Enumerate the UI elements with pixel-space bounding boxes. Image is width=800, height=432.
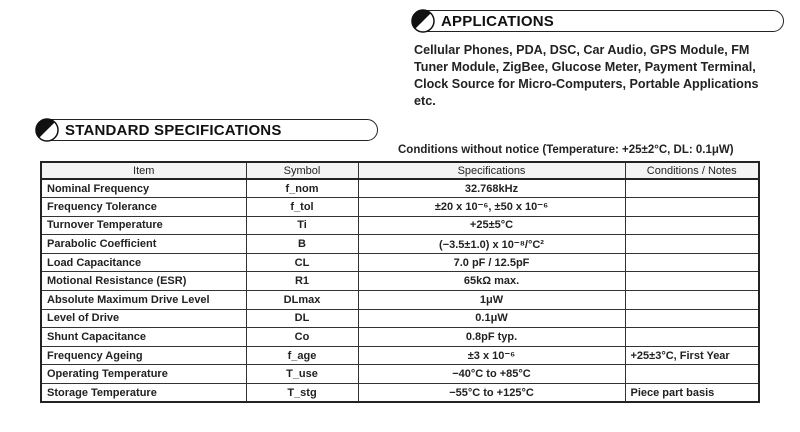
cell-notes xyxy=(625,272,759,291)
cell-spec: 65kΩ max. xyxy=(358,272,625,291)
specifications-table xyxy=(40,161,760,403)
cell-notes xyxy=(625,328,759,347)
table-row xyxy=(41,179,759,198)
cell-spec: +25±5°C xyxy=(358,216,625,235)
applications-title: APPLICATIONS xyxy=(441,13,554,30)
cell-symbol: f_nom xyxy=(246,179,358,198)
cell-item: Nominal Frequency xyxy=(41,179,246,198)
cell-symbol: f_age xyxy=(246,346,358,365)
cell-notes xyxy=(625,235,759,254)
cell-symbol: CL xyxy=(246,253,358,272)
cell-symbol: DLmax xyxy=(246,291,358,310)
cell-spec: ±3 x 10⁻⁶ xyxy=(358,346,625,365)
cell-notes xyxy=(625,365,759,384)
column-header-specifications: Specifications xyxy=(358,162,625,179)
cell-symbol: T_use xyxy=(246,365,358,384)
cell-item: Motional Resistance (ESR) xyxy=(41,272,246,291)
cell-notes xyxy=(625,179,759,198)
cell-notes xyxy=(625,291,759,310)
cell-item: Frequency Ageing xyxy=(41,346,246,365)
table-row xyxy=(41,309,759,328)
cell-item: Level of Drive xyxy=(41,309,246,328)
cell-spec: (−3.5±1.0) x 10⁻⁸/°C² xyxy=(358,235,625,254)
cell-spec: 7.0 pF / 12.5pF xyxy=(358,253,625,272)
cell-item: Shunt Capacitance xyxy=(41,328,246,347)
specifications-title: STANDARD SPECIFICATIONS xyxy=(65,122,282,139)
applications-header xyxy=(412,10,784,32)
section-bullet-icon xyxy=(35,118,59,142)
cell-symbol: DL xyxy=(246,309,358,328)
cell-notes xyxy=(625,309,759,328)
cell-spec: 0.8pF typ. xyxy=(358,328,625,347)
cell-spec: −40°C to +85°C xyxy=(358,365,625,384)
cell-item: Storage Temperature xyxy=(41,384,246,403)
table-row xyxy=(41,253,759,272)
conditions-note: Conditions without notice (Temperature: +25±2°C, DL: 0.1μW) xyxy=(398,144,734,156)
cell-symbol: f_tol xyxy=(246,198,358,217)
table-row xyxy=(41,365,759,384)
cell-item: Frequency Tolerance xyxy=(41,198,246,217)
cell-notes xyxy=(625,253,759,272)
cell-spec: ±20 x 10⁻⁶, ±50 x 10⁻⁶ xyxy=(358,198,625,217)
section-bullet-icon xyxy=(411,9,435,33)
column-header-item: Item xyxy=(41,162,246,179)
cell-item: Load Capacitance xyxy=(41,253,246,272)
table-row xyxy=(41,328,759,347)
cell-symbol: Ti xyxy=(246,216,358,235)
table-row xyxy=(41,346,759,365)
table-row xyxy=(41,384,759,403)
cell-notes xyxy=(625,216,759,235)
applications-text: Cellular Phones, PDA, DSC, Car Audio, GPS Module, FM Tuner Module, ZigBee, Glucose Meter, Payment Terminal, Clock Source for Micro-Computers, Portable Applications etc. xyxy=(414,43,759,108)
cell-notes: +25±3°C, First Year xyxy=(625,346,759,365)
cell-notes: Piece part basis xyxy=(625,384,759,403)
column-header-notes: Conditions / Notes xyxy=(625,162,759,179)
table-row xyxy=(41,198,759,217)
cell-symbol: B xyxy=(246,235,358,254)
cell-spec: 1μW xyxy=(358,291,625,310)
cell-spec: 32.768kHz xyxy=(358,179,625,198)
cell-symbol: R1 xyxy=(246,272,358,291)
cell-spec: 0.1μW xyxy=(358,309,625,328)
cell-item: Turnover Temperature xyxy=(41,216,246,235)
column-header-symbol: Symbol xyxy=(246,162,358,179)
cell-item: Absolute Maximum Drive Level xyxy=(41,291,246,310)
table-row xyxy=(41,291,759,310)
cell-spec: −55°C to +125°C xyxy=(358,384,625,403)
table-row xyxy=(41,216,759,235)
table-row xyxy=(41,272,759,291)
cell-item: Operating Temperature xyxy=(41,365,246,384)
table-header-row xyxy=(41,162,759,179)
cell-notes xyxy=(625,198,759,217)
standard-specifications-header xyxy=(36,119,378,141)
cell-symbol: Co xyxy=(246,328,358,347)
cell-item: Parabolic Coefficient xyxy=(41,235,246,254)
cell-symbol: T_stg xyxy=(246,384,358,403)
table-row xyxy=(41,235,759,254)
